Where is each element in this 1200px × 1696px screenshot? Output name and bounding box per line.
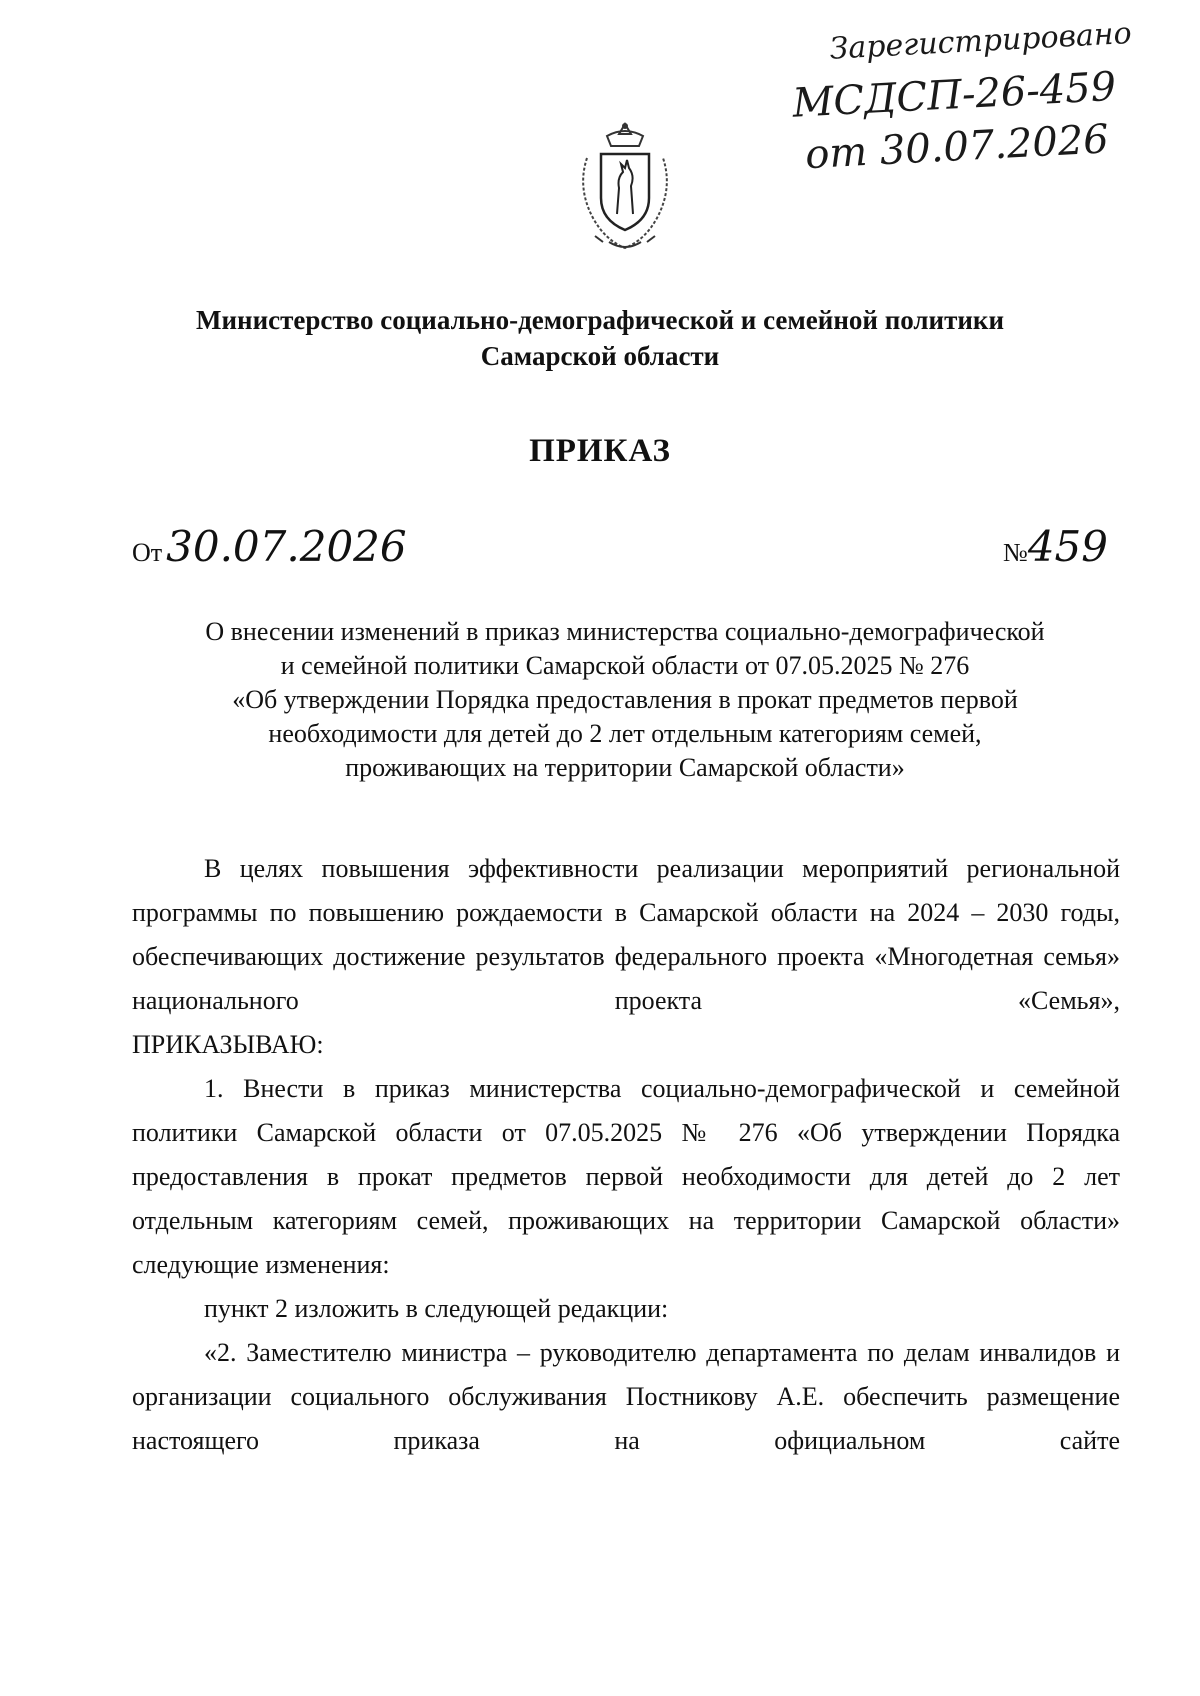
order-subject-line-1: О внесении изменений в приказ министерства социально-демографической bbox=[205, 617, 1045, 646]
order-date-handwritten: 30.07.2026 bbox=[166, 522, 407, 571]
body-paragraph-preamble: В целях повышения эффективности реализации мероприятий региональной программы по повышению рождаемости в Самарской области на 2024 – 2030 годы, обеспечивающих достижение результатов федерального проекта «Многодетная семья» национального проекта «Семья», bbox=[132, 854, 1120, 1015]
body-order-word: ПРИКАЗЫВАЮ: bbox=[132, 1030, 324, 1059]
order-number bbox=[1003, 522, 1108, 571]
registration-stamp bbox=[788, 8, 1138, 182]
order-number-prefix: № bbox=[1003, 538, 1028, 567]
order-subject-line-4: необходимости для детей до 2 лет отдельным категориям семей, bbox=[268, 719, 982, 748]
ministry-name-line-2: Самарской области bbox=[480, 341, 720, 371]
registration-stamp-line-2: МСДСП-26-459 bbox=[791, 63, 1117, 127]
registration-stamp-line-1: Зарегистрировано bbox=[828, 15, 1133, 67]
order-number-handwritten: 459 bbox=[1027, 522, 1108, 571]
order-date bbox=[132, 522, 407, 571]
ministry-name-line-1: Министерство социально-демографической и семейной политики bbox=[195, 305, 1005, 335]
registration-stamp-line-3: от 30.07.2026 bbox=[803, 116, 1110, 179]
order-date-prefix: От bbox=[132, 538, 163, 567]
order-subject bbox=[120, 615, 1130, 785]
samara-region-coat-of-arms-icon bbox=[565, 118, 685, 258]
order-body bbox=[132, 847, 1120, 1463]
order-subject-line-3: «Об утверждении Порядка предоставления в прокат предметов первой bbox=[232, 685, 1018, 714]
body-paragraph-item-1: 1. Внести в приказ министерства социально-демографической и семейной политики Самарской области от 07.05.2025 № 276 «Об утверждении Порядка предоставления в прокат предметов первой необходимости для детей до 2 лет отдельным категориям семей, проживающих на территории Самарской области» следующие изменения: bbox=[132, 1074, 1120, 1279]
document-type-heading: ПРИКАЗ bbox=[529, 433, 671, 469]
order-subject-line-2: и семейной политики Самарской области от 07.05.2025 № 276 bbox=[280, 651, 970, 680]
body-paragraph-amendment-text: «2. Заместителю министра – руководителю департамента по делам инвалидов и организации социального обслуживания Постникову А.Е. обеспечить размещение настоящего приказа на официальном сайте bbox=[132, 1338, 1120, 1455]
ministry-name bbox=[0, 302, 1200, 374]
order-subject-line-5: проживающих на территории Самарской области» bbox=[345, 753, 905, 782]
body-paragraph-amendment-intro: пункт 2 изложить в следующей редакции: bbox=[204, 1294, 669, 1323]
